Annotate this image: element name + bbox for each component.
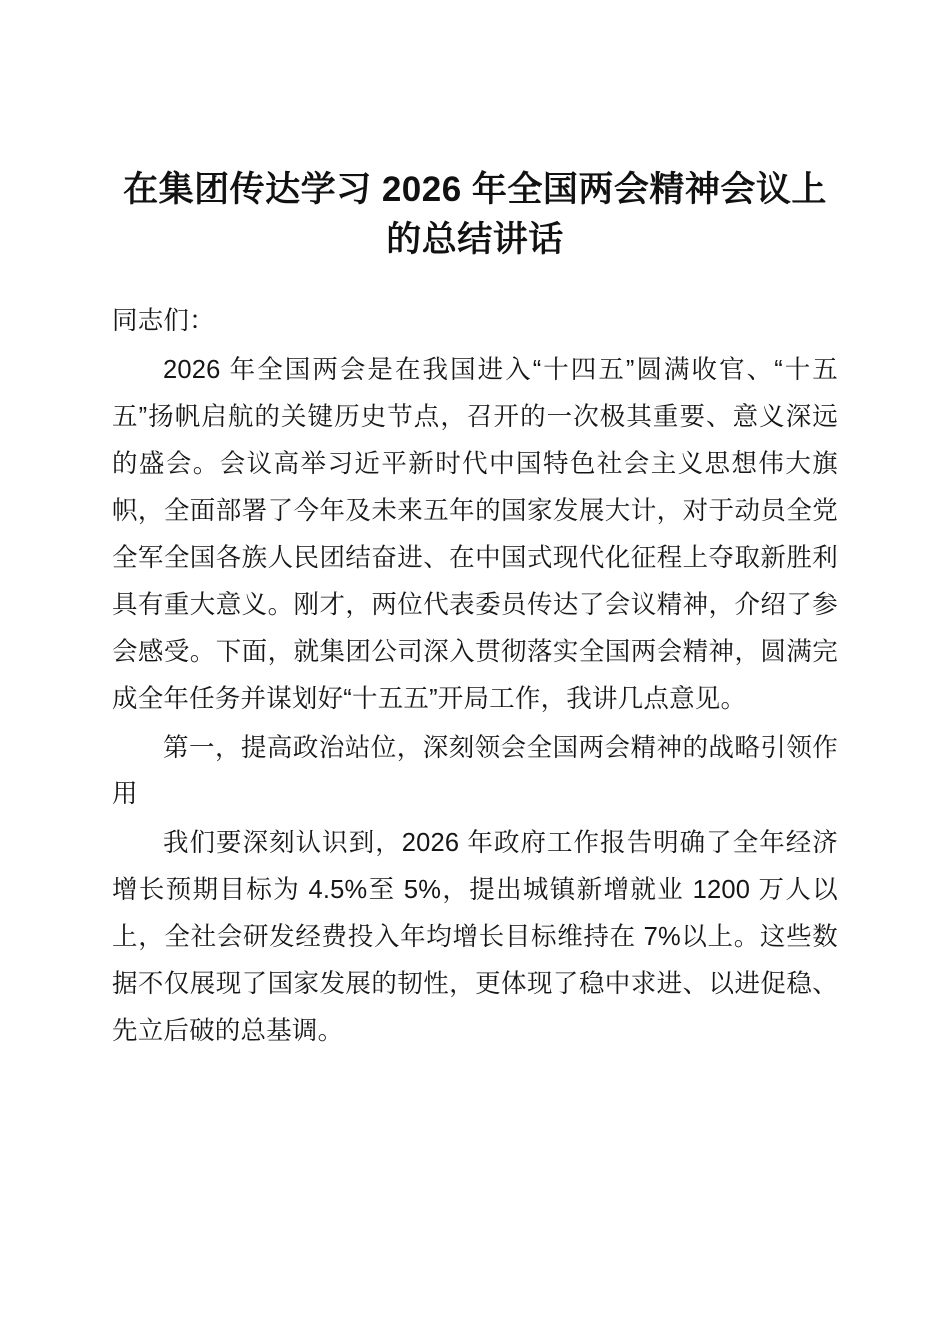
salutation: 同志们： <box>112 307 215 336</box>
body-paragraph-1: 2026 年全国两会是在我国进入“十四五”圆满收官、“十五五”扬帆启航的关键历史节点，召开的一次极其重要、意义深远的盛会。会议高举习近平新时代中国特色社会主义思想伟大旗帜，全面部署了今年及未来五年的国家发展大计，对于动员全党全军全国各族人民团结奋进、在中国式现代化征程上夺取新胜利具有重大意义。刚才，两位代表委员传达了会议精神，介绍了参会感受。下面，就集团公司深入贯彻落实全国两会精神，圆满完成全年任务并谋划好“十五五”开局工作，我讲几点意见。 <box>112 356 838 713</box>
section-heading-1: 第一，提高政治站位，深刻领会全国两会精神的战略引领作用 <box>112 733 838 809</box>
page-title: 在集团传达学习 2026 年全国两会精神会议上的总结讲话 <box>123 170 827 259</box>
body-paragraph-2: 我们要深刻认识到，2026 年政府工作报告明确了全年经济增长预期目标为 4.5%至 5%，提出城镇新增就业 1200 万人以上，全社会研发经费投入年均增长目标维持在 7%以上。这些数据不仅展现了国家发展的韧性，更体现了稳中求进、以进促稳、先立后破的总基调。 <box>112 829 838 1045</box>
